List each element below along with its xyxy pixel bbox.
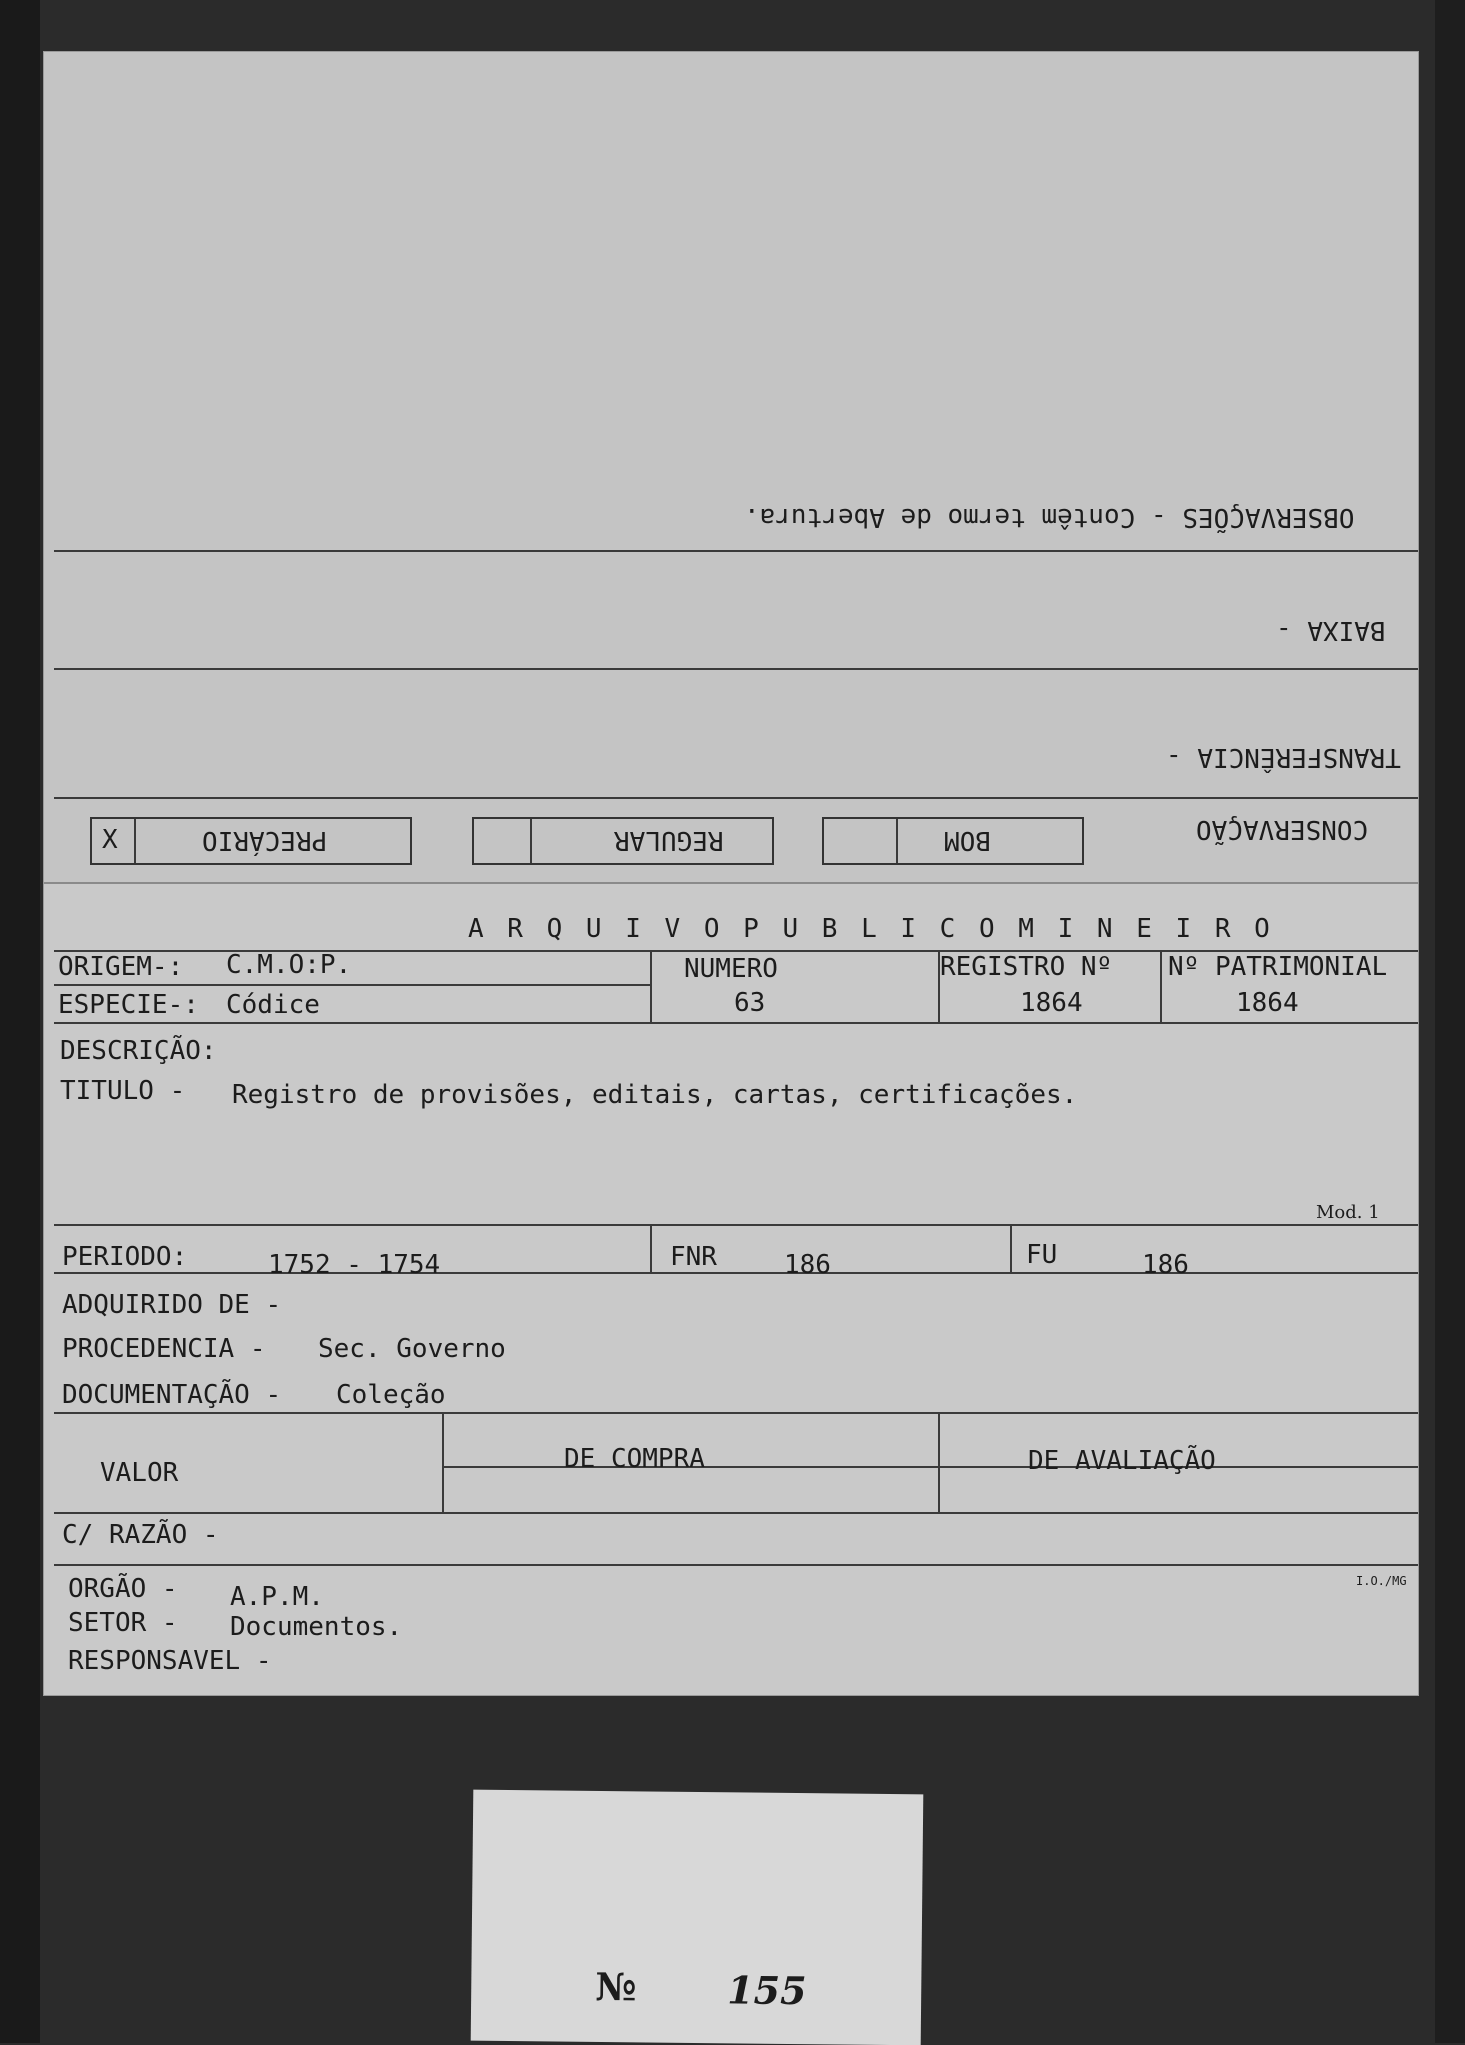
ticket-number: 155 (727, 1967, 807, 2014)
origem-value: C.M.O:P. (226, 950, 352, 980)
orgao-value: A.P.M. (230, 1582, 324, 1612)
number-symbol: № (595, 1963, 637, 2010)
setor-value: Documentos. (230, 1612, 403, 1642)
orgao-label: ORGÃO - (68, 1574, 178, 1604)
setor-label: SETOR - (68, 1608, 178, 1638)
procedencia-value: Sec. Governo (318, 1334, 506, 1364)
origem-label: ORIGEM-: (58, 952, 184, 982)
procedencia-label: PROCEDENCIA - (62, 1334, 266, 1364)
transferencia-label: TRANSFERÊNCIA - (1166, 742, 1401, 772)
conservacao-label: CONSERVAÇÃO (1196, 814, 1369, 844)
printer-tag: I.O./MG (1356, 1574, 1407, 1588)
documentacao-value: Coleção (336, 1380, 446, 1410)
conservacao-regular-box[interactable] (472, 817, 774, 865)
fu-value: 186 (1142, 1250, 1189, 1280)
scan-border-left (0, 0, 40, 2043)
fnr-label: FNR (670, 1242, 717, 1272)
patrimonial-left-divider (1160, 950, 1162, 1022)
conservacao-bom-box[interactable] (822, 817, 1084, 865)
baixa-label: BAIXA - (1276, 615, 1386, 645)
archive-title: A R Q U I V O P U B L I C O M I N E I R O (468, 914, 1274, 944)
conservacao-regular-label: REGULAR (614, 825, 724, 855)
conservacao-precario-box[interactable] (90, 817, 412, 865)
periodo-bottom-rule (54, 1272, 1418, 1274)
periodo-label: PERIODO: (62, 1242, 188, 1272)
precario-check-mark: X (102, 825, 118, 855)
periodo-value: 1752 - 1754 (268, 1250, 441, 1280)
adquirido-label: ADQUIRIDO DE - (62, 1290, 282, 1320)
bom-checkbox-divider (896, 819, 898, 863)
fu-left-divider (1010, 1224, 1012, 1272)
descricao-label: DESCRIÇÃO: (60, 1036, 217, 1066)
especie-label: ESPECIE-: (58, 990, 199, 1020)
razao-label: C/ RAZÃO - (62, 1520, 219, 1550)
model-tag: Mod. 1 (1316, 1202, 1380, 1223)
fu-label: FU (1026, 1240, 1058, 1270)
catalog-card (44, 52, 1418, 1695)
regular-checkbox-divider (530, 819, 532, 863)
valor-avaliacao-label: DE AVALIAÇÃO (1028, 1446, 1216, 1476)
header-bottom-rule (54, 1022, 1418, 1024)
documentacao-label: DOCUMENTAÇÃO - (62, 1380, 282, 1410)
fold-line (44, 882, 1418, 884)
divider-transferencia (54, 797, 1418, 799)
patrimonial-value: 1864 (1236, 988, 1299, 1018)
registro-value: 1864 (1020, 988, 1083, 1018)
especie-value: Códice (226, 990, 320, 1020)
valor-label: VALOR (100, 1458, 179, 1488)
fnr-left-divider (650, 1224, 652, 1272)
observacoes-row (744, 502, 1354, 532)
responsavel-label: RESPONSAVEL - (68, 1646, 272, 1676)
titulo-label: TITULO - (60, 1076, 186, 1106)
divider-baixa (54, 668, 1418, 670)
razao-bottom-rule (54, 1564, 1418, 1566)
precario-checkbox-divider (134, 819, 136, 863)
titulo-value: Registro de provisões, editais, cartas, certificações. (232, 1080, 1078, 1110)
archive-number-ticket (471, 1790, 924, 2045)
scan-border-right (1435, 0, 1465, 2043)
valor-bottom-rule (54, 1512, 1418, 1514)
numero-label: NUMERO (684, 954, 778, 984)
conservacao-bom-label: BOM (944, 825, 991, 855)
origem-underline (54, 984, 652, 986)
valor-compra-label: DE COMPRA (564, 1444, 705, 1474)
conservacao-precario-label: PRECÁRIO (202, 825, 328, 855)
valor-label-divider (442, 1412, 444, 1512)
numero-value: 63 (734, 988, 766, 1018)
observacoes-value: - Contêm termo de Abertura. (744, 502, 1167, 532)
valor-mid-divider (938, 1412, 940, 1512)
observacoes-label: OBSERVAÇÕES (1182, 502, 1355, 532)
periodo-top-rule (54, 1224, 1418, 1226)
patrimonial-label: Nº PATRIMONIAL (1168, 952, 1388, 982)
fnr-value: 186 (784, 1250, 831, 1280)
registro-label: REGISTRO Nº (940, 952, 1113, 982)
valor-top-rule (54, 1412, 1418, 1414)
divider-observacoes (54, 550, 1418, 552)
numero-left-divider (650, 950, 652, 1022)
